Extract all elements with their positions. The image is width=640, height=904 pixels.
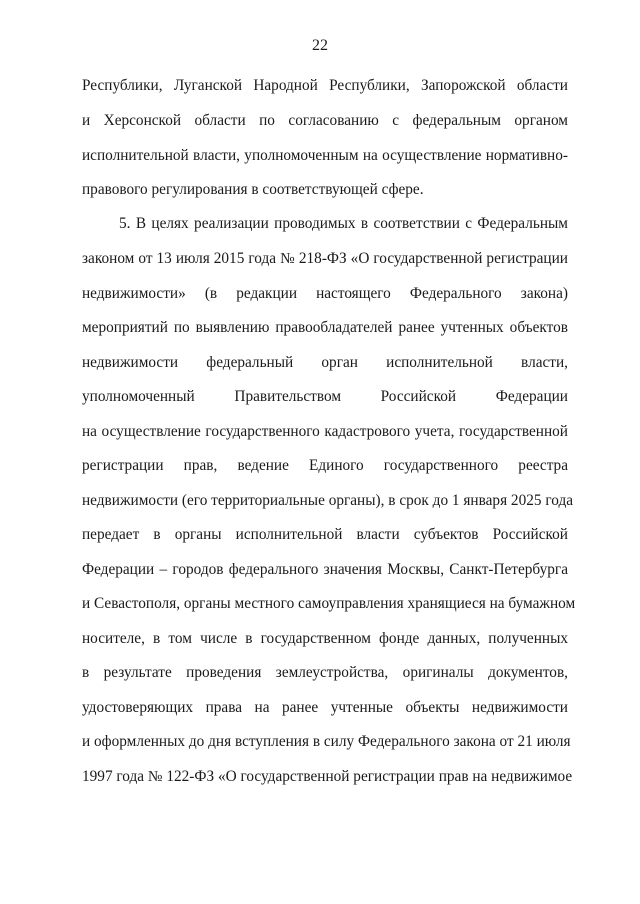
text-line: удостоверяющих права на ранее учтенные объекты недвижимости [82,699,568,716]
text-line: Республики, Луганской Народной Республики, Запорожской области [82,77,568,94]
text-line: носителе, в том числе в государственном фонде данных, полученных [82,630,568,647]
text-line: исполнительной власти, уполномоченным на осуществление нормативно- [82,147,568,164]
text-line: недвижимости федеральный орган исполнительной власти, [82,354,568,371]
text-line: в результате проведения землеустройства, оригиналы документов, [82,664,568,681]
text-line: недвижимости» (в редакции настоящего Федерального закона) [82,285,568,302]
text-line: на осуществление государственного кадастрового учета, государственной [82,423,568,440]
text-line: Федерации – городов федерального значения Москвы, Санкт-Петербурга [82,561,568,578]
text-line: регистрации прав, ведение Единого государственного реестра [82,457,568,474]
text-line: и Херсонской области по согласованию с федеральным органом [82,112,568,129]
text-line: 1997 года № 122-ФЗ «О государственной регистрации прав на недвижимое [82,768,573,785]
text-line: правового регулирования в соответствующей сфере. [82,181,424,198]
page-number: 22 [312,37,328,54]
text-line: и Севастополя, органы местного самоуправления хранящиеся на бумажном [82,595,576,612]
text-line: недвижимости (его территориальные органы), в срок до 1 января 2025 года [82,492,574,509]
text-line: мероприятий по выявлению правообладателей ранее учтенных объектов [82,319,568,336]
paragraph-first-line: 5. В целях реализации проводимых в соответствии с Федеральным [119,215,568,232]
text-line: передает в органы исполнительной власти субъектов Российской [82,526,568,543]
text-line: и оформленных до дня вступления в силу Федерального закона от 21 июля [82,733,571,750]
text-line: уполномоченный Правительством Российской Федерации [82,388,568,405]
text-line: законом от 13 июля 2015 года № 218-ФЗ «О государственной регистрации [82,250,568,267]
